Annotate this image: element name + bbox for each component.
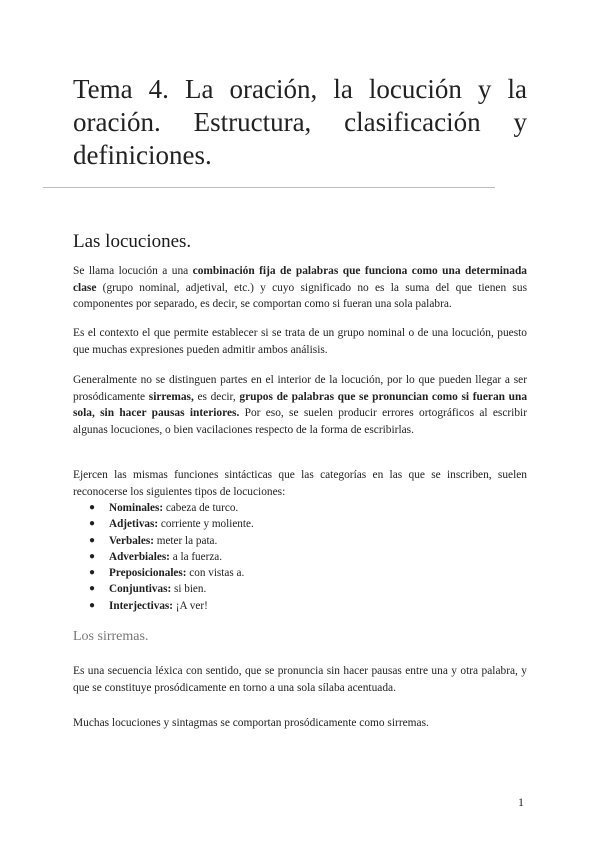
list-item: [73, 581, 527, 597]
paragraph-functions: Ejercen las mismas funciones sintácticas que las categorías en las que se inscriben, suelen reconocerse los siguientes tipos de locuciones:: [73, 469, 527, 498]
bullet-icon: ●: [89, 518, 96, 530]
list-item-example: si bien.: [171, 583, 207, 596]
list-item-example: cabeza de turco.: [163, 502, 239, 514]
paragraph-prosody-text-3: Por eso, se suelen producir errores ortográficos al escribir algunas locuciones, o bien vacilaciones respecto de la forma de escribirlas.: [73, 407, 527, 436]
page-number: 1: [518, 795, 524, 809]
paragraph-context: Es el contexto el que permite establecer si se trata de un grupo nominal o de una locución, puesto que muchas expresiones pueden admitir ambos análisis.: [73, 327, 527, 356]
paragraph-definition: [73, 263, 527, 313]
list-item-label: Nominales:: [109, 502, 164, 514]
list-item-label: Interjectivas:: [109, 599, 173, 612]
paragraph-prosody-text-1: Generalmente no se distinguen partes en el interior de la locución, por lo que pueden llegar a ser prosódicamente: [73, 374, 527, 403]
paragraph-prosody-bold-2: grupos de palabras que se pronuncian como si fueran una sola, sin hacer pausas interiores.: [73, 390, 528, 419]
paragraph-prosody-bold-1: sirremas,: [148, 390, 194, 403]
list-item-example: con vistas a.: [186, 567, 245, 580]
list-item: [73, 598, 527, 614]
bullet-icon: ●: [89, 550, 96, 562]
title-divider: [43, 187, 495, 188]
paragraph-definition-text-1: Se llama locución a una: [73, 265, 193, 277]
list-item: [73, 565, 527, 581]
list-item-label: Verbales:: [109, 534, 154, 547]
paragraph-sirrema-examples: Muchas locuciones y sintagmas se comportan prosódicamente como sirremas.: [73, 717, 429, 729]
paragraph-sirrema-definition: Es una secuencia léxica con sentido, que se pronuncia sin hacer pausas entre una y otra palabra, y que se constituye prosódicamente en torno a una sola sílaba acentuada.: [73, 665, 527, 694]
list-item: [73, 549, 527, 565]
bullet-icon: ●: [89, 534, 96, 546]
list-item-label: Preposicionales:: [109, 567, 187, 580]
subsection-heading-sirremas: Los sirremas.: [73, 629, 149, 644]
bullet-icon: ●: [89, 502, 96, 513]
list-item-label: Adjetivas:: [109, 518, 159, 531]
list-item: [73, 533, 527, 549]
paragraph-definition-bold: combinación fija de palabras que funciona como una determinada clase: [73, 265, 527, 294]
list-item-example: meter la pata.: [153, 534, 218, 547]
list-item: [73, 516, 527, 532]
list-item-label: Conjuntivas:: [109, 583, 172, 596]
bullet-icon: ●: [89, 567, 96, 579]
list-item-example: ¡A ver!: [173, 599, 208, 612]
paragraph-prosody-text-2: es decir,: [193, 390, 240, 403]
section-heading-locuciones: Las locuciones.: [73, 231, 192, 252]
list-item: [73, 500, 527, 516]
list-item-label: Adverbiales:: [109, 550, 170, 563]
list-item-example: a la fuerza.: [169, 550, 223, 563]
locution-types-list: [73, 500, 527, 614]
list-item-example: corriente y moliente.: [158, 518, 254, 531]
paragraph-prosody: [73, 372, 527, 438]
bullet-icon: ●: [89, 583, 96, 595]
document-title: Tema 4. La oración, la locución y la oración. Estructura, clasificación y definiciones.: [73, 74, 527, 170]
bullet-icon: ●: [89, 599, 96, 611]
paragraph-definition-text-2: (grupo nominal, adjetival, etc.) y cuyo significado no es la suma del que tienen sus componentes por separado, es decir, se comportan como si fueran una sola palabra.: [73, 281, 527, 310]
